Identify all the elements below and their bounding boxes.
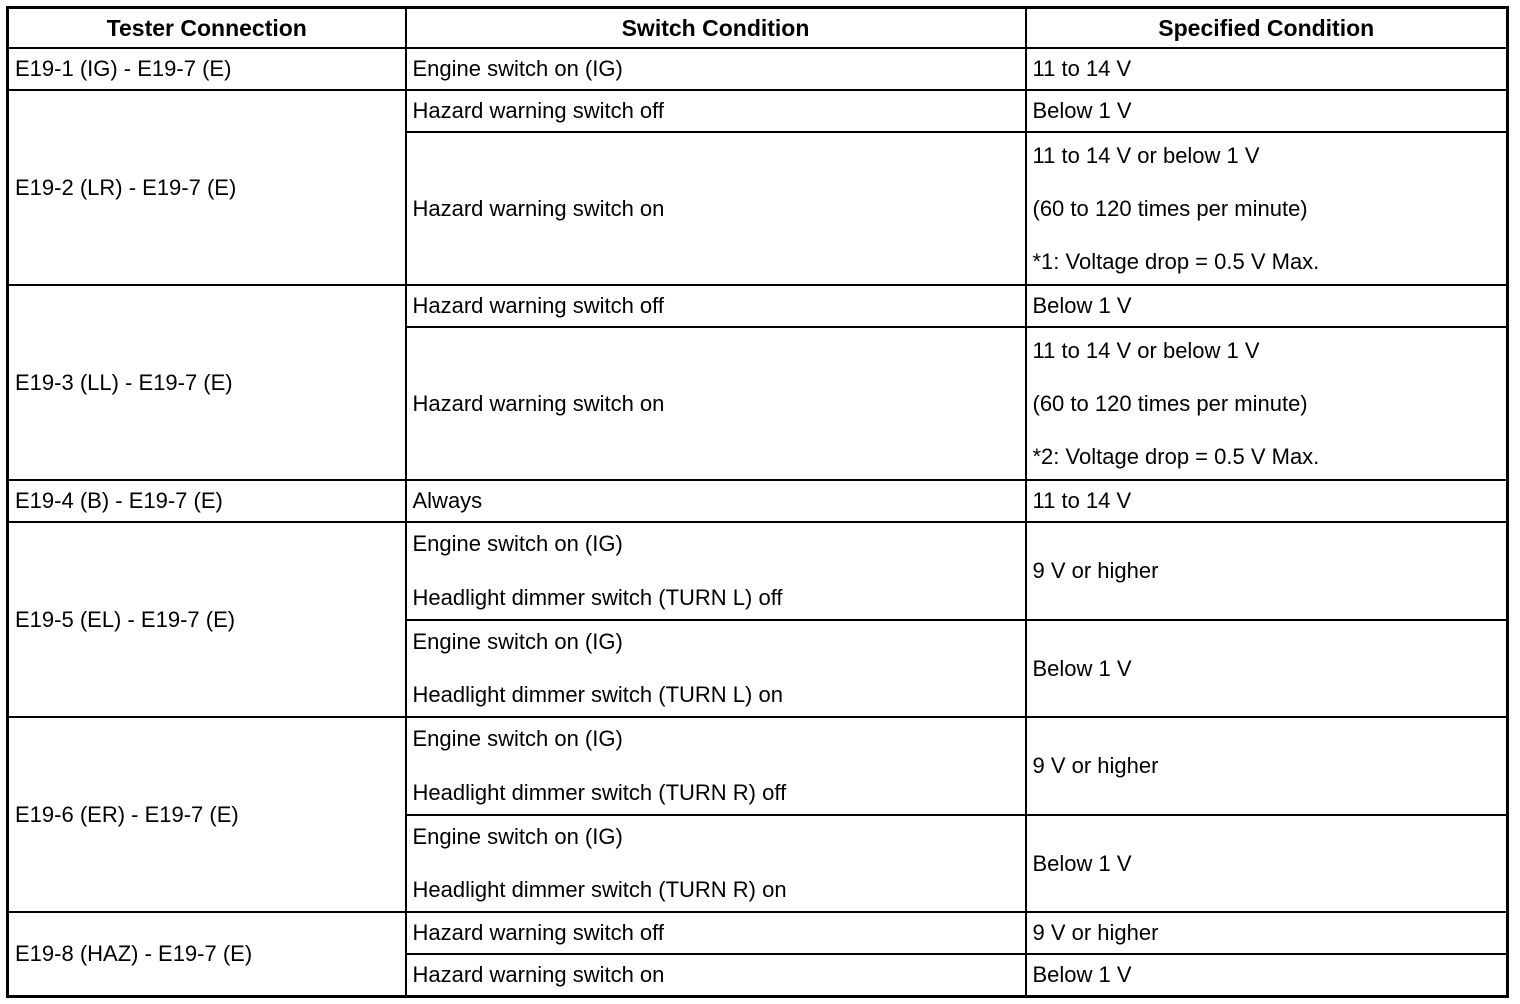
switch-condition-cell: Hazard warning switch off xyxy=(406,912,1026,954)
table-row xyxy=(8,48,1508,90)
specified-condition-cell: Below 1 V xyxy=(1026,90,1508,132)
specified-condition-cell xyxy=(1026,327,1508,480)
table-row xyxy=(8,717,1508,814)
header-switch-condition: Switch Condition xyxy=(406,8,1026,48)
table-row xyxy=(8,480,1508,522)
header-row xyxy=(8,8,1508,48)
switch-condition-cell xyxy=(406,717,1026,814)
tester-connection-cell: E19-6 (ER) - E19-7 (E) xyxy=(8,717,406,912)
table-row xyxy=(8,90,1508,132)
specified-condition-cell: Below 1 V xyxy=(1026,954,1508,996)
switch-condition-cell xyxy=(406,522,1026,619)
tester-connection-cell: E19-3 (LL) - E19-7 (E) xyxy=(8,285,406,480)
table-row xyxy=(8,522,1508,619)
specified-condition-cell: 9 V or higher xyxy=(1026,912,1508,954)
switch-line: Engine switch on (IG) xyxy=(412,628,623,654)
spec-line: (60 to 120 times per minute) xyxy=(1032,390,1308,416)
tester-spec-table xyxy=(6,6,1509,998)
specified-condition-cell: 11 to 14 V xyxy=(1026,480,1508,522)
specified-condition-cell xyxy=(1026,132,1508,285)
switch-condition-cell xyxy=(406,815,1026,912)
switch-condition-cell: Engine switch on (IG) xyxy=(406,48,1026,90)
table-row xyxy=(8,912,1508,954)
header-tester-connection: Tester Connection xyxy=(8,8,406,48)
switch-line: Engine switch on (IG) xyxy=(412,823,623,849)
specified-condition-cell: 11 to 14 V xyxy=(1026,48,1508,90)
switch-condition-cell: Hazard warning switch off xyxy=(406,90,1026,132)
switch-line: Headlight dimmer switch (TURN L) on xyxy=(412,682,783,708)
specified-condition-cell: Below 1 V xyxy=(1026,815,1508,912)
switch-condition-cell: Hazard warning switch on xyxy=(406,954,1026,996)
switch-line: Engine switch on (IG) xyxy=(412,531,623,557)
spec-line: 11 to 14 V or below 1 V xyxy=(1032,142,1260,168)
switch-condition-cell: Hazard warning switch on xyxy=(406,132,1026,285)
switch-condition-cell xyxy=(406,620,1026,717)
tester-connection-cell: E19-4 (B) - E19-7 (E) xyxy=(8,480,406,522)
header-specified-condition: Specified Condition xyxy=(1026,8,1508,48)
spec-line: 11 to 14 V or below 1 V xyxy=(1032,337,1260,363)
tester-connection-cell: E19-1 (IG) - E19-7 (E) xyxy=(8,48,406,90)
specified-condition-cell: Below 1 V xyxy=(1026,620,1508,717)
switch-line: Engine switch on (IG) xyxy=(412,726,623,752)
switch-line: Headlight dimmer switch (TURN R) off xyxy=(412,779,787,805)
tester-connection-cell: E19-2 (LR) - E19-7 (E) xyxy=(8,90,406,285)
table-row xyxy=(8,285,1508,327)
switch-condition-cell: Always xyxy=(406,480,1026,522)
switch-line: Headlight dimmer switch (TURN L) off xyxy=(412,584,783,610)
switch-condition-cell: Hazard warning switch on xyxy=(406,327,1026,480)
switch-line: Headlight dimmer switch (TURN R) on xyxy=(412,877,787,903)
specified-condition-cell: Below 1 V xyxy=(1026,285,1508,327)
spec-footnote: *2: Voltage drop = 0.5 V Max. xyxy=(1032,444,1320,470)
switch-condition-cell: Hazard warning switch off xyxy=(406,285,1026,327)
specified-condition-cell: 9 V or higher xyxy=(1026,522,1508,619)
spec-footnote: *1: Voltage drop = 0.5 V Max. xyxy=(1032,249,1320,275)
spec-line: (60 to 120 times per minute) xyxy=(1032,195,1308,221)
tester-connection-cell: E19-5 (EL) - E19-7 (E) xyxy=(8,522,406,717)
specified-condition-cell: 9 V or higher xyxy=(1026,717,1508,814)
tester-connection-cell: E19-8 (HAZ) - E19-7 (E) xyxy=(8,912,406,997)
